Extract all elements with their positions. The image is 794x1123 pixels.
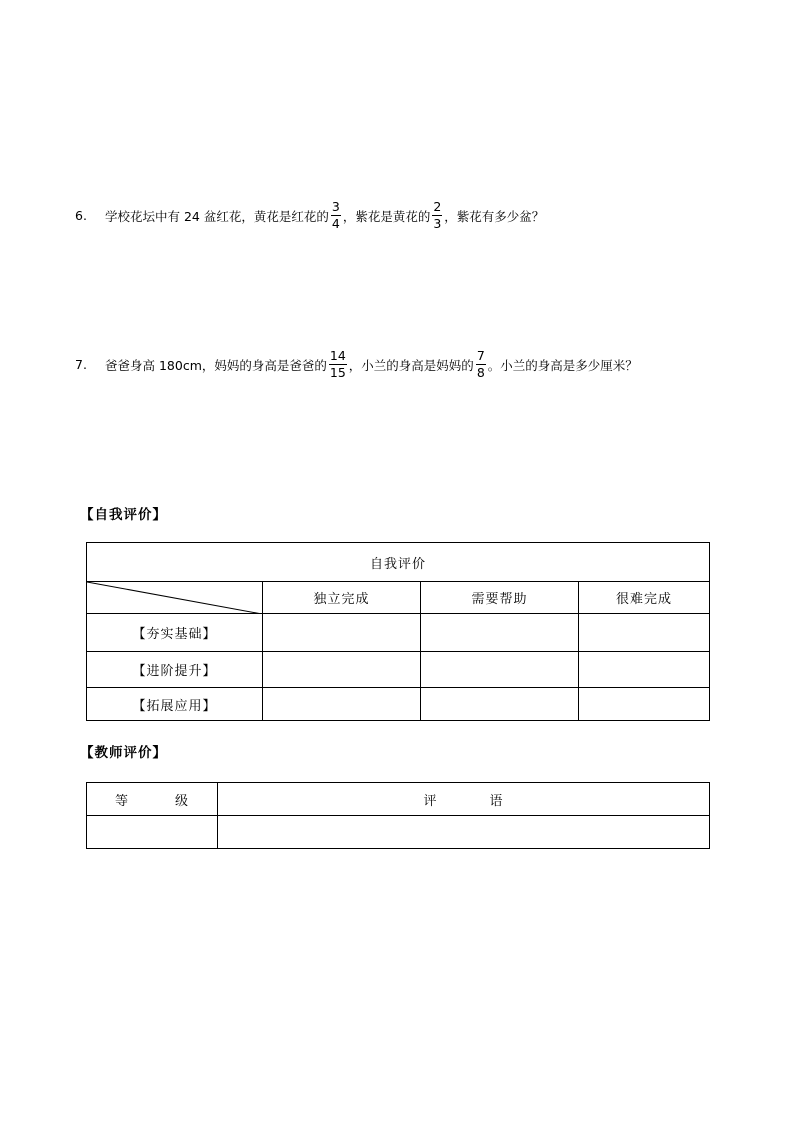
eval-cell[interactable] (421, 652, 579, 688)
row-label: 【夯实基础】 (87, 614, 263, 652)
teacher-eval-table (86, 782, 710, 849)
fraction (331, 200, 341, 231)
self-eval-heading: 【自我评价】 (80, 507, 167, 523)
diagonal-header-cell (87, 582, 263, 614)
fraction-numerator: 2 (433, 199, 442, 214)
eval-cell[interactable] (579, 688, 710, 721)
fraction-denominator: 15 (329, 365, 346, 380)
question-text: ，紫花有多少盆？ (444, 208, 545, 224)
fraction (432, 200, 442, 231)
fraction-numerator: 14 (329, 348, 346, 363)
fraction-denominator: 4 (331, 216, 340, 231)
teacher-eval-heading: 【教师评价】 (80, 745, 167, 761)
row-label: 【拓展应用】 (87, 688, 263, 721)
fraction (476, 349, 486, 380)
column-header: 独立完成 (263, 582, 421, 614)
grade-header-char: 级 (175, 793, 190, 809)
eval-cell[interactable] (263, 614, 421, 652)
comment-header-char: 语 (489, 793, 504, 809)
grade-cell[interactable] (87, 816, 218, 849)
question-6 (75, 200, 544, 231)
eval-cell[interactable] (421, 614, 579, 652)
question-text: ，紫花是黄花的 (342, 208, 431, 224)
self-eval-table (86, 542, 710, 721)
fraction-denominator: 3 (433, 216, 442, 231)
question-7 (75, 349, 638, 380)
column-header: 很难完成 (579, 582, 710, 614)
comment-header-char: 评 (423, 793, 438, 809)
row-label: 【进阶提升】 (87, 652, 263, 688)
question-text: ，小兰的身高是妈妈的 (348, 357, 474, 373)
question-number: 6. (75, 208, 87, 223)
self-eval-table-title: 自我评价 (87, 543, 710, 582)
comment-cell[interactable] (218, 816, 710, 849)
grade-header-char: 等 (114, 793, 129, 809)
eval-cell[interactable] (263, 652, 421, 688)
eval-cell[interactable] (579, 652, 710, 688)
grade-header (87, 783, 218, 816)
comment-header (218, 783, 710, 816)
fraction (329, 349, 347, 380)
question-text: 爸爸身高 180cm，妈妈的身高是爸爸的 (105, 357, 327, 373)
question-text: 学校花坛中有 24 盆红花，黄花是红花的 (105, 208, 329, 224)
diagonal-line (87, 582, 262, 614)
question-number: 7. (75, 357, 87, 372)
column-header: 需要帮助 (421, 582, 579, 614)
fraction-denominator: 8 (476, 365, 485, 380)
eval-cell[interactable] (421, 688, 579, 721)
eval-cell[interactable] (263, 688, 421, 721)
eval-cell[interactable] (579, 614, 710, 652)
fraction-numerator: 3 (331, 199, 340, 214)
question-text: 。小兰的身高是多少厘米？ (487, 357, 638, 373)
fraction-numerator: 7 (476, 348, 485, 363)
